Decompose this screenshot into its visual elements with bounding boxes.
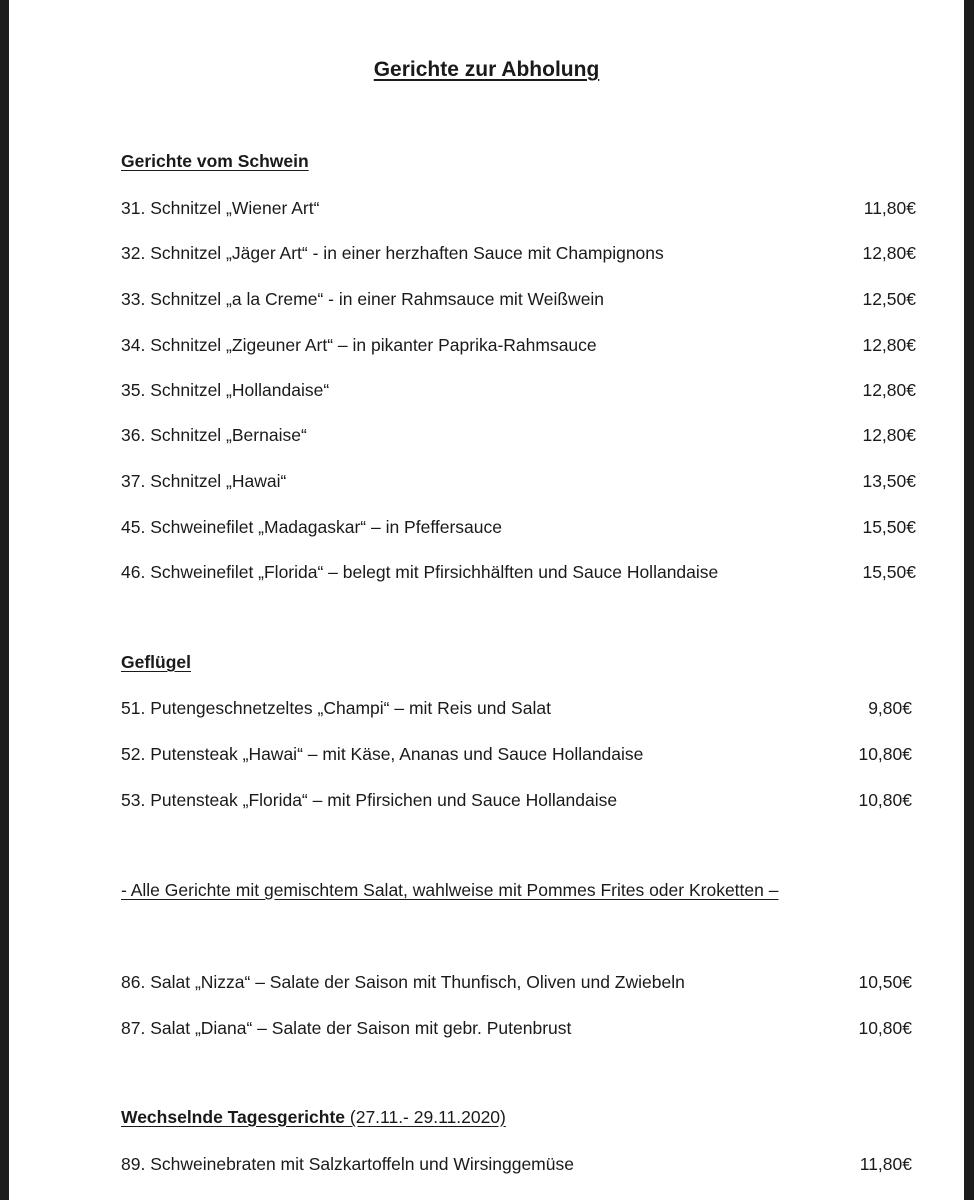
menu-item-name: 45. Schweinefilet „Madagaskar“ – in Pfeffersauce bbox=[121, 517, 502, 537]
menu-item-price: 13,50€ bbox=[862, 471, 916, 491]
menu-item-name: 53. Putensteak „Florida“ – mit Pfirsichen und Sauce Hollandaise bbox=[121, 790, 618, 810]
menu-item-name: 37. Schnitzel „Hawai“ bbox=[121, 471, 287, 491]
menu-item bbox=[121, 743, 916, 765]
menu-item-price: 12,80€ bbox=[862, 425, 916, 445]
menu-item-price: 12,80€ bbox=[862, 243, 916, 263]
menu-item-name: 31. Schnitzel „Wiener Art“ bbox=[121, 198, 320, 218]
menu-item bbox=[121, 561, 916, 583]
section-heading-schwein: Gerichte vom Schwein bbox=[121, 151, 309, 171]
menu-item-name: 46. Schweinefilet „Florida“ – belegt mit Pfirsichhälften und Sauce Hollandaise bbox=[121, 562, 719, 582]
menu-item bbox=[121, 470, 916, 492]
menu-item bbox=[121, 516, 916, 538]
menu-item-price: 11,80€ bbox=[863, 198, 916, 218]
menu-item-price: 9,80€ bbox=[868, 698, 912, 718]
menu-item bbox=[121, 242, 916, 264]
menu-item-price: 10,80€ bbox=[858, 1018, 912, 1038]
page-title: Gerichte zur Abholung bbox=[373, 58, 600, 81]
menu-page bbox=[9, 0, 964, 1200]
menu-item-name: 35. Schnitzel „Hollandaise“ bbox=[121, 380, 330, 400]
menu-item-price: 15,50€ bbox=[862, 517, 916, 537]
menu-item bbox=[121, 334, 916, 356]
menu-item bbox=[121, 197, 916, 219]
menu-item bbox=[121, 379, 916, 401]
section-heading-gefluegel: Geflügel bbox=[121, 652, 192, 672]
menu-item-price: 10,50€ bbox=[858, 972, 912, 992]
menu-item-name: 52. Putensteak „Hawai“ – mit Käse, Ananas und Sauce Hollandaise bbox=[121, 744, 644, 764]
menu-item-price: 11,80€ bbox=[859, 1154, 912, 1174]
menu-item-name: 36. Schnitzel „Bernaise“ bbox=[121, 425, 307, 445]
menu-item-name: 33. Schnitzel „a la Creme“ - in einer Rahmsauce mit Weißwein bbox=[121, 289, 605, 309]
menu-item-price: 10,80€ bbox=[858, 744, 912, 764]
menu-item-price: 12,80€ bbox=[862, 335, 916, 355]
menu-item-name: 32. Schnitzel „Jäger Art“ - in einer herzhaften Sauce mit Champignons bbox=[121, 243, 664, 263]
menu-item-name: 87. Salat „Diana“ – Salate der Saison mit gebr. Putenbrust bbox=[121, 1018, 572, 1038]
menu-item-name: 86. Salat „Nizza“ – Salate der Saison mit Thunfisch, Oliven und Zwiebeln bbox=[121, 972, 685, 992]
menu-item-price: 10,80€ bbox=[858, 790, 912, 810]
menu-item-price: 12,80€ bbox=[862, 380, 916, 400]
menu-item bbox=[121, 424, 916, 446]
menu-item bbox=[121, 1017, 916, 1039]
menu-item bbox=[121, 971, 916, 993]
side-dish-note: - Alle Gerichte mit gemischtem Salat, wahlweise mit Pommes Frites oder Kroketten – bbox=[121, 880, 779, 900]
menu-item-price: 12,50€ bbox=[862, 289, 916, 309]
menu-item bbox=[121, 789, 916, 811]
menu-item-price: 15,50€ bbox=[862, 562, 916, 582]
menu-item bbox=[121, 697, 916, 719]
menu-item-name: 34. Schnitzel „Zigeuner Art“ – in pikanter Paprika-Rahmsauce bbox=[121, 335, 597, 355]
section-heading-tagesgerichte bbox=[121, 1107, 506, 1128]
menu-item-name: 51. Putengeschnetzeltes „Champi“ – mit Reis und Salat bbox=[121, 698, 551, 718]
menu-item bbox=[121, 1153, 916, 1175]
section-heading-label: Wechselnde Tagesgerichte bbox=[121, 1107, 346, 1127]
section-heading-dates: (27.11.- 29.11.2020) bbox=[345, 1107, 506, 1127]
menu-item bbox=[121, 288, 916, 310]
menu-item-name: 89. Schweinebraten mit Salzkartoffeln und Wirsinggemüse bbox=[121, 1154, 574, 1174]
